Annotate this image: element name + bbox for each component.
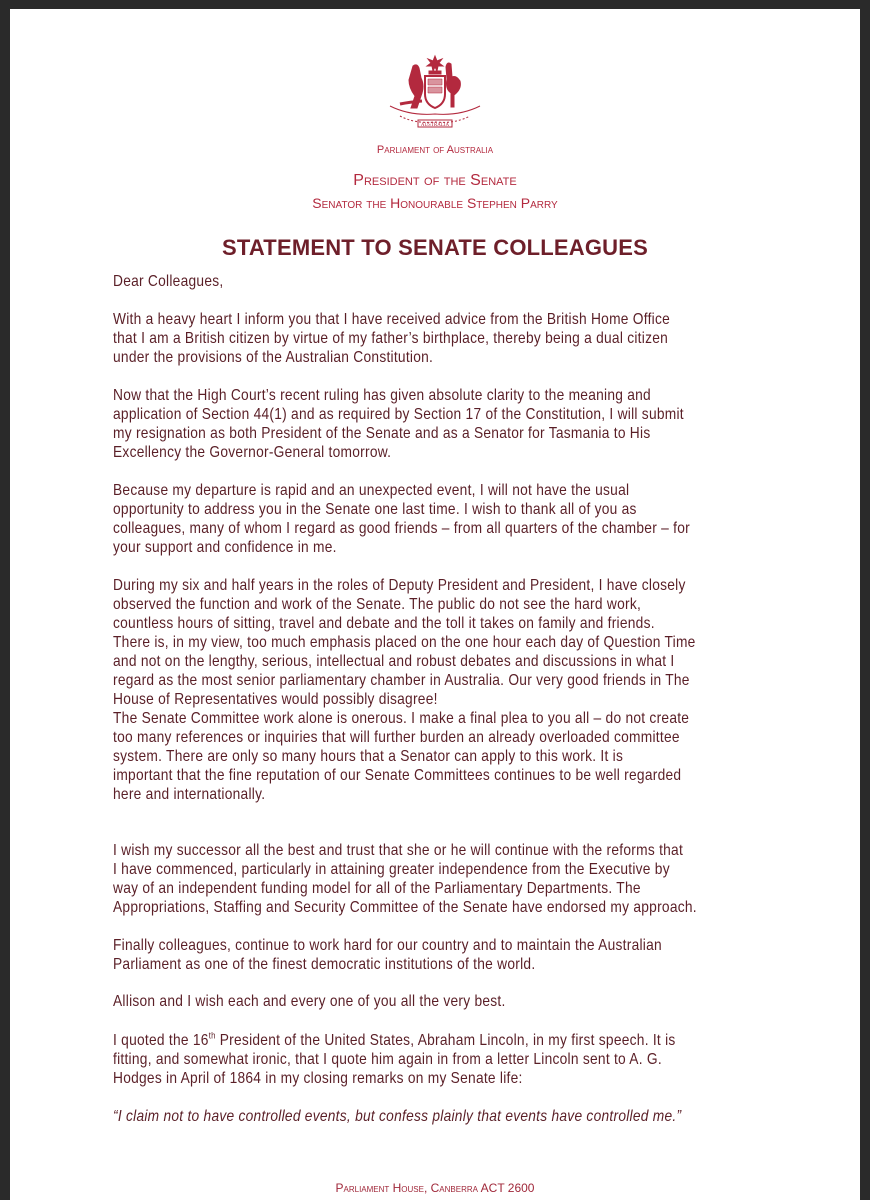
body-text: I quoted the 16 (113, 1032, 209, 1049)
body-line: that I am a British citizen by virtue of my father’s birthplace, thereby being a dual citizen (113, 330, 669, 347)
footer-address: Parliament House, Canberra ACT 2600 (335, 1181, 535, 1195)
body-paragraph (113, 386, 777, 462)
body-line: colleagues, many of whom I regard as good friends – from all quarters of the chamber – for (113, 520, 690, 537)
body-paragraph (113, 992, 570, 1011)
body-line: I have commenced, particularly in attaining greater independence from the Executive by (113, 861, 670, 878)
body-line: regard as the most senior parliamentary chamber in Australia. Our very good friends in The (113, 672, 690, 689)
body-line: my resignation as both President of the Senate and as a Senator for Tasmania to His (113, 425, 651, 442)
office-title: President of the Senate (353, 172, 517, 189)
body-line: Allison and I wish each and every one of you all the very best. (113, 993, 506, 1010)
lincoln-quote (113, 1107, 774, 1126)
body-line: I wish my successor all the best and trust that she or he will continue with the reforms that (113, 842, 684, 859)
body-paragraph (113, 272, 241, 291)
body-line: Finally colleagues, continue to work hard for our country and to maintain the Australian (113, 937, 662, 954)
body-paragraph (113, 310, 761, 367)
body-line: Parliament as one of the finest democratic institutions of the world. (113, 956, 536, 973)
body-line: House of Representatives would possibly disagree! (113, 691, 438, 708)
senator-name: Senator the Honourable Stephen Parry (312, 195, 558, 211)
quote-line: “I claim not to have controlled events, but confess plainly that events have controlled me.” (113, 1108, 682, 1125)
body-line: Excellency the Governor-General tomorrow. (113, 444, 392, 461)
body-line: Appropriations, Staffing and Security Committee of the Senate have endorsed my approach. (113, 899, 697, 916)
ordinal-suffix: th (208, 1030, 216, 1041)
emblem-label: AUSTRALIA (420, 123, 450, 128)
org-name: Parliament of Australia (376, 144, 494, 156)
body-paragraph (113, 481, 784, 557)
body-line: Hodges in April of 1864 in my closing remarks on my Senate life: (113, 1070, 523, 1087)
body-line (113, 1031, 676, 1050)
body-line: here and internationally. (113, 786, 266, 803)
lincoln-paragraph (113, 1031, 767, 1088)
body-line: and not on the lengthy, serious, intellectual and robust debates and discussions in what I (113, 653, 675, 670)
body-line: your support and confidence in me. (113, 539, 337, 556)
letter-page (10, 9, 860, 1200)
body-line: During my six and half years in the roles of Deputy President and President, I have closely (113, 577, 686, 594)
body-text: President of the United States, Abraham Lincoln, in my first speech. It is (215, 1032, 676, 1049)
body-line: important that the fine reputation of our Senate Committees continues to be well regarded (113, 767, 682, 784)
body-line: under the provisions of the Australian Constitution. (113, 349, 434, 366)
body-line: countless hours of sitting, travel and debate and the toll it takes on family and friends. (113, 615, 655, 632)
body-line: There is, in my view, too much emphasis placed on the one hour each day of Question Time (113, 634, 696, 651)
statement-title: STATEMENT TO SENATE COLLEAGUES (221, 235, 649, 260)
body-paragraph (113, 576, 790, 709)
body-line: way of an independent funding model for all of the Parliamentary Departments. The (113, 880, 641, 897)
body-line: With a heavy heart I inform you that I have received advice from the British Home Office (113, 311, 671, 328)
body-line: too many references or inquiries that will further burden an already overloaded committee (113, 729, 680, 746)
body-paragraph (113, 841, 792, 917)
coat-of-arms-emblem (385, 54, 485, 144)
body-paragraph (113, 709, 783, 804)
body-line: application of Section 44(1) and as required by Section 17 of the Constitution, I will submit (113, 406, 684, 423)
body-line: system. There are only so many hours that a Senator can apply to this work. It is (113, 748, 624, 765)
body-line: observed the function and work of the Senate. The public do not see the hard work, (113, 596, 642, 613)
body-line: opportunity to address you in the Senate one last time. I wish to thank all of you as (113, 501, 637, 518)
body-line: Dear Colleagues, (113, 273, 224, 290)
body-line: Now that the High Court’s recent ruling has given absolute clarity to the meaning and (113, 387, 651, 404)
body-line: Because my departure is rapid and an unexpected event, I will not have the usual (113, 482, 630, 499)
body-line: The Senate Committee work alone is onerous. I make a final plea to you all – do not create (113, 710, 690, 727)
body-line: fitting, and somewhat ironic, that I quote him again in from a letter Lincoln sent to A. G. (113, 1051, 662, 1068)
body-paragraph (113, 936, 751, 974)
